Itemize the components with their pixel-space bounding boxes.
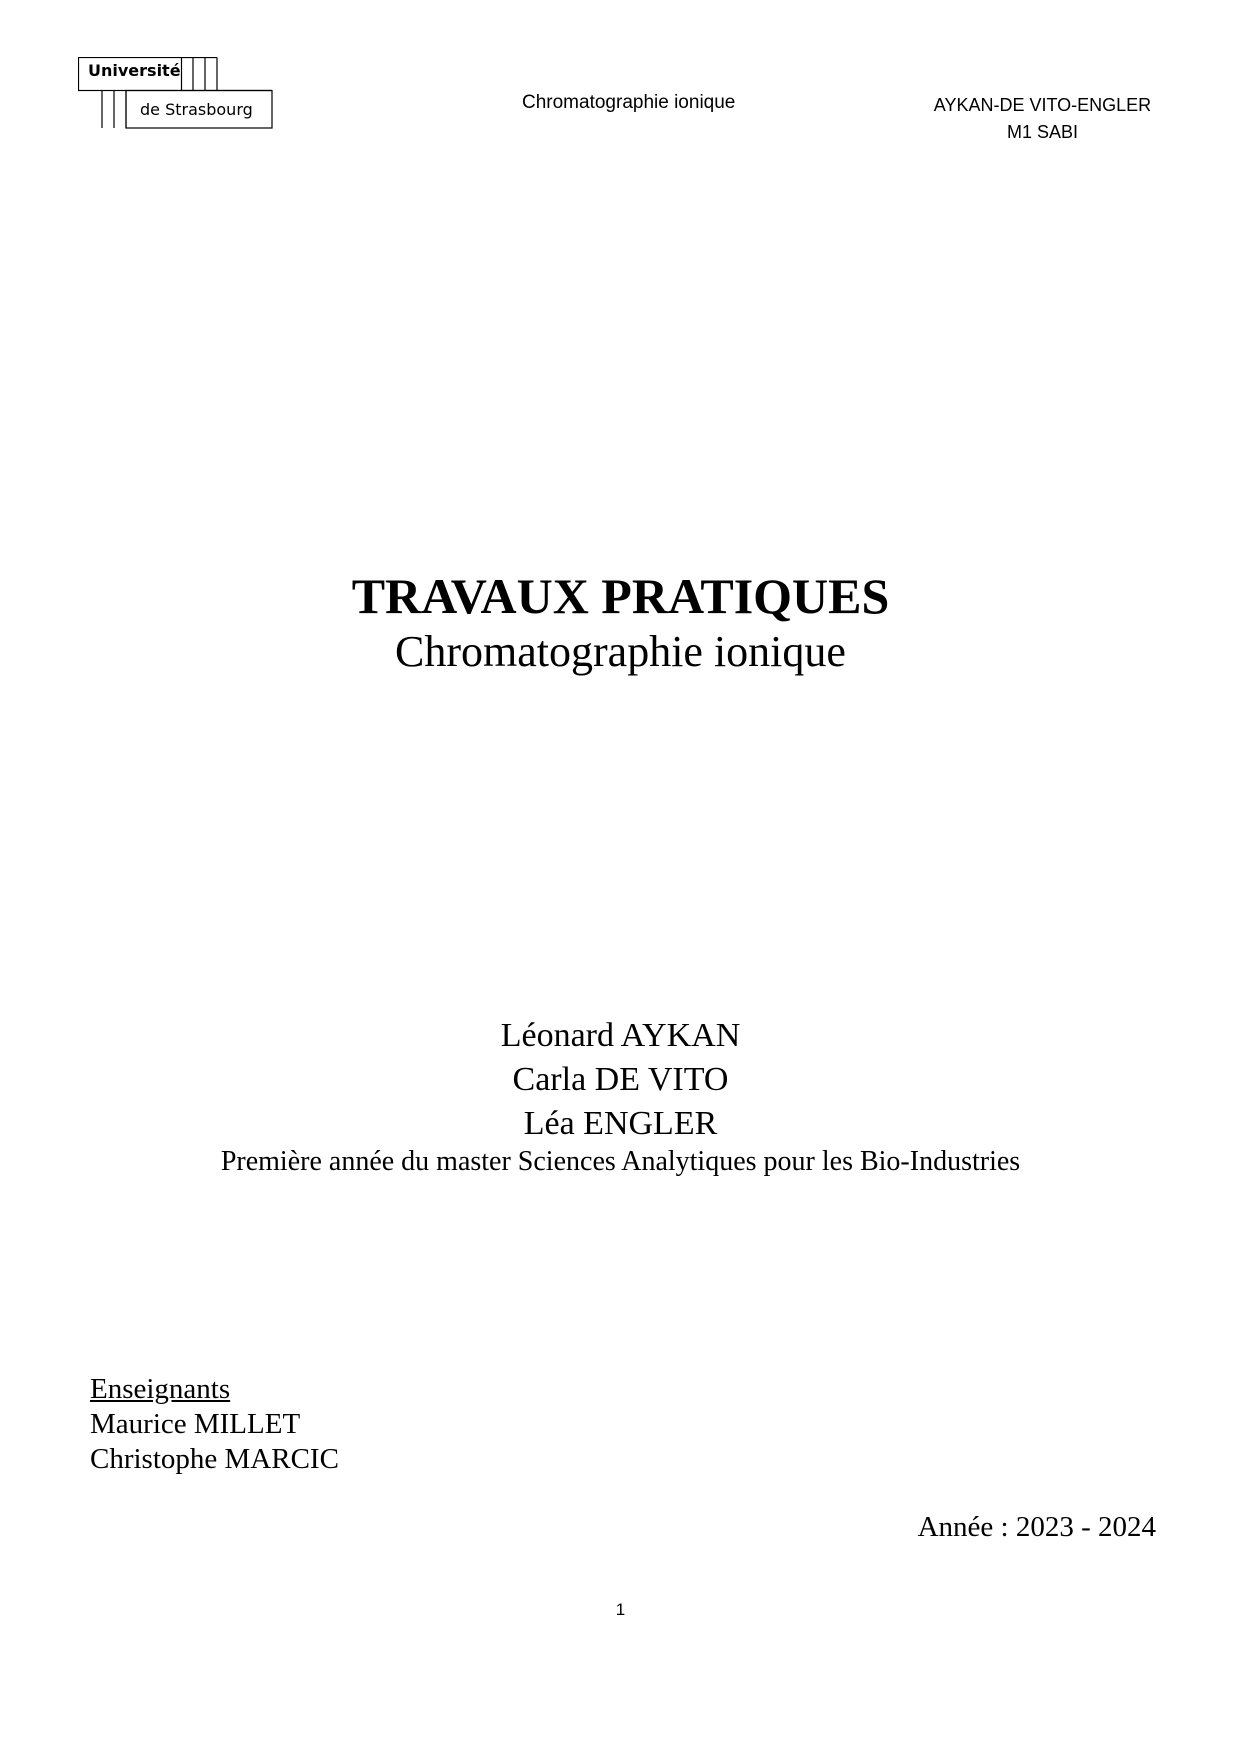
header-authors: AYKAN-DE VITO-ENGLER: [933, 95, 1152, 115]
header-document-title: Chromatographie ionique: [522, 92, 736, 113]
university-logo: [78, 57, 278, 133]
program-description: Première année du master Sciences Analytiques pour les Bio-Industries: [220, 1146, 1021, 1177]
page-title: TRAVAUX PRATIQUES: [351, 568, 890, 624]
page-subtitle: Chromatographie ionique: [395, 627, 846, 676]
page-number: 1: [615, 1600, 626, 1619]
student-name: Léonard AYKAN: [500, 1017, 741, 1054]
student-name: Léa ENGLER: [523, 1105, 718, 1142]
teachers-heading: Enseignants: [90, 1373, 231, 1405]
academic-year: Année : 2023 - 2024: [917, 1511, 1156, 1543]
teacher-name: Christophe MARCIC: [90, 1443, 339, 1475]
student-name: Carla DE VITO: [512, 1061, 729, 1098]
logo-text-strasbourg: de Strasbourg: [140, 100, 253, 119]
teacher-name: Maurice MILLET: [90, 1408, 301, 1440]
logo-text-universite: Université: [88, 61, 181, 80]
teachers-block: [90, 1372, 339, 1477]
students-list: [0, 1014, 1241, 1146]
header-authors-block: [925, 92, 1160, 146]
header-class: M1 SABI: [1006, 122, 1079, 142]
